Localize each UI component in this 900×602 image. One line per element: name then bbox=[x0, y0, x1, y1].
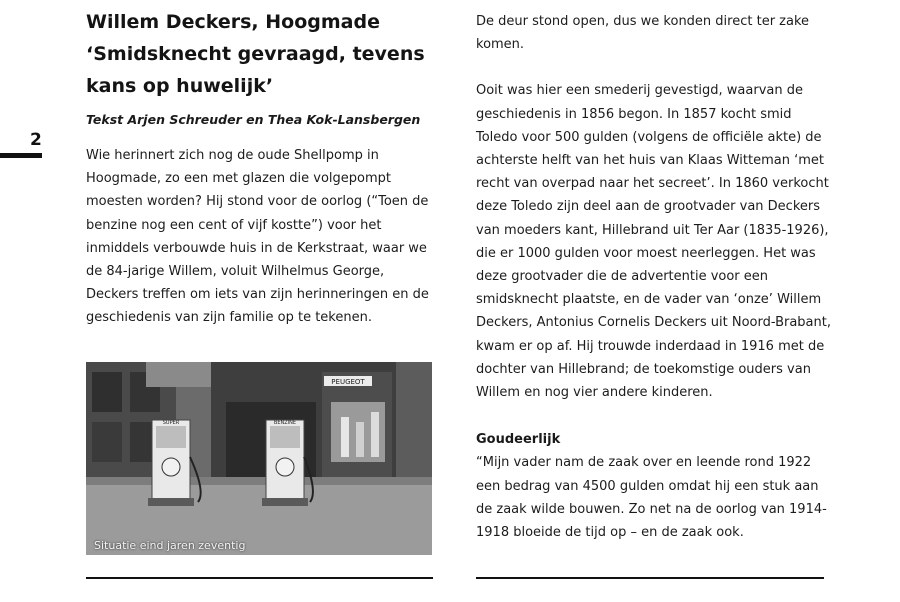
title-line-3: kans op huwelijk’ bbox=[86, 75, 274, 97]
left-bottom-rule bbox=[86, 577, 433, 579]
page-number: 2 bbox=[30, 130, 42, 150]
section-subheading: Goudeerlijk bbox=[476, 432, 561, 448]
title-line-2: ‘Smidsknecht gevraagd, tevens bbox=[86, 43, 425, 65]
article-byline: Tekst Arjen Schreuder en Thea Kok-Lansbergen bbox=[86, 112, 421, 127]
left-column bbox=[86, 6, 436, 330]
page-number-bar bbox=[0, 153, 42, 158]
right-paragraph-2: Ooit was hier een smederij gevestigd, waarvan de geschiedenis in 1856 begon. In 1857 kocht smid Toledo voor 500 gulden (volgens de officiële akte) de achterste helft van het huis van Klaas Witteman ‘met recht van overpad naar het secreet’. In 1860 verkocht deze Toledo zijn deel aan de grootvader van Deckers van moeders kant, Hillebrand uit Ter Aar (1835-1926), die er 1000 gulden voor moest neerleggen. Het was deze grootvader die de advertentie voor een smidsknecht plaatste, en de vader van ‘onze’ Willem Deckers, Antonius Cornelis Deckers uit Noord-Brabant, kwam er op af. Hij trouwde inderdaad in 1916 met de dochter van Hillebrand; de toekomstige ouders van Willem en nog vier andere kinderen. bbox=[476, 83, 831, 401]
article-title bbox=[86, 6, 436, 102]
pump-label-benzine: BENZINE bbox=[273, 420, 297, 426]
title-line-1: Willem Deckers, Hoogmade bbox=[86, 11, 380, 33]
shop-sign-text: PEUGEOT bbox=[331, 378, 365, 386]
right-paragraph-1: De deur stond open, dus we konden direct ter zake komen. bbox=[476, 14, 810, 53]
pump-label-super: SUPER bbox=[162, 420, 180, 426]
photo-caption: Situatie eind jaren zeventig bbox=[94, 539, 246, 552]
right-column bbox=[476, 10, 836, 544]
shell-pump-photo bbox=[86, 362, 432, 555]
intro-paragraph: Wie herinnert zich nog de oude Shellpomp in Hoogmade, zo een met glazen die volgepompt moesten worden? Hij stond voor de oorlog (“Toen de benzine nog een cent of vijf kostte”) voor het inmiddels verbouwde huis in de Kerkstraat, waar we de 84-jarige Willem, voluit Wilhelmus George, Deckers treffen om iets van zijn herinneringen en de geschiedenis van zijn familie op te tekenen. bbox=[86, 148, 429, 326]
photo-illustration bbox=[86, 362, 432, 555]
right-bottom-rule bbox=[476, 577, 824, 579]
right-paragraph-3: “Mijn vader nam de zaak over en leende rond 1922 een bedrag van 4500 gulden omdat hij een stuk aan de zaak wilde bouwen. Zo net na de oorlog van 1914-1918 bloeide de tijd op – en de zaak ook. bbox=[476, 455, 827, 541]
